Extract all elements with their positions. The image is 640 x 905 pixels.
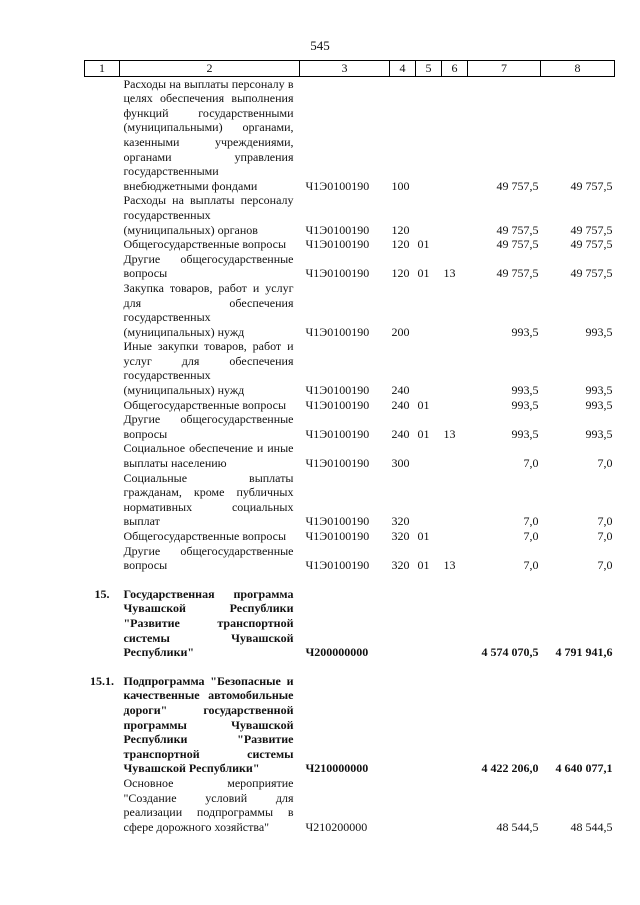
row-subsection: 13: [443, 266, 456, 281]
row-subsection: [442, 193, 468, 237]
row-name: Социальные выплаты гражданам, кроме публичных нормативных социальных выплат: [123, 470, 294, 529]
row-number: [85, 252, 120, 281]
table-row: [85, 587, 615, 660]
row-subsection: [442, 441, 468, 470]
row-amount-year-2: 7,0: [597, 558, 613, 573]
row-number: [85, 398, 120, 413]
budget-table: [84, 60, 615, 834]
row-amount-year-2: 993,5: [585, 426, 613, 441]
column-header-7: 7: [468, 61, 541, 77]
row-section: [416, 339, 442, 397]
table-row: [85, 674, 615, 776]
row-subsection: [442, 529, 468, 544]
row-subsection: [442, 398, 468, 413]
table-row: [85, 544, 615, 573]
row-target-code: Ч210000000: [305, 761, 369, 776]
column-header-2: 2: [120, 61, 300, 77]
spacer-cell: [85, 573, 615, 587]
row-name: Общегосударственные вопросы: [123, 529, 287, 543]
column-header-5: 5: [416, 61, 442, 77]
table-row: [85, 529, 615, 544]
spacer-row: [85, 573, 615, 587]
row-name: Государственная программа Чувашской Республики "Развитие транспортной системы Чувашской Республики": [123, 586, 294, 660]
row-target-code: Ч1Э0100190: [305, 426, 370, 441]
row-expense-type: [390, 776, 416, 834]
row-number: [85, 237, 120, 252]
row-subsection: 13: [443, 558, 456, 573]
row-amount-year-2: 49 757,5: [570, 266, 613, 281]
row-expense-type: [390, 674, 416, 776]
row-expense-type: 200: [391, 324, 410, 339]
row-section: 01: [417, 558, 430, 573]
row-amount-year-1: 48 544,5: [496, 819, 539, 834]
table-row: [85, 237, 615, 252]
row-name: Общегосударственные вопросы: [123, 397, 287, 412]
row-section: 01: [417, 397, 430, 412]
row-number: [85, 544, 120, 573]
row-expense-type: 320: [391, 529, 410, 543]
table-row: [85, 776, 615, 834]
row-number: [85, 339, 120, 397]
row-amount-year-1: 4 574 070,5: [481, 645, 539, 660]
row-amount-year-2: 49 757,5: [570, 237, 613, 252]
row-amount-year-2: 993,5: [585, 397, 613, 412]
row-amount-year-2: 993,5: [585, 383, 613, 398]
row-expense-type: 320: [391, 514, 410, 529]
table-row: [85, 398, 615, 413]
table-row: [85, 76, 615, 193]
row-amount-year-1: 7,0: [523, 514, 539, 529]
row-amount-year-1: 49 757,5: [496, 237, 539, 252]
row-number: [85, 441, 120, 470]
table-row: [85, 339, 615, 397]
row-section: 01: [417, 529, 430, 543]
row-target-code: Ч1Э0100190: [305, 456, 370, 471]
row-subsection: [442, 339, 468, 397]
row-number: [85, 529, 120, 544]
row-target-code: Ч1Э0100190: [305, 529, 370, 543]
row-amount-year-2: 48 544,5: [570, 819, 613, 834]
row-target-code: Ч1Э0100190: [305, 178, 370, 193]
row-amount-year-2: 4 791 941,6: [555, 645, 613, 660]
row-amount-year-2: 49 757,5: [570, 178, 613, 193]
column-header-4: 4: [390, 61, 416, 77]
row-subsection: [442, 281, 468, 339]
row-amount-year-1: 4 422 206,0: [481, 761, 539, 776]
row-name: Закупка товаров, работ и услуг для обеспечения государственных (муниципальных) нужд: [123, 280, 294, 339]
row-number: [85, 281, 120, 339]
row-section: 01: [417, 426, 430, 441]
row-section: [416, 193, 442, 237]
row-section: [416, 776, 442, 834]
row-amount-year-2: 4 640 077,1: [555, 761, 613, 776]
row-name: Иные закупки товаров, работ и услуг для обеспечения государственных (муниципальных) нужд: [123, 339, 294, 398]
row-amount-year-2: 7,0: [597, 529, 613, 543]
row-amount-year-1: 7,0: [523, 456, 539, 471]
row-section: [416, 674, 442, 776]
row-section: 01: [417, 266, 430, 281]
row-amount-year-1: 993,5: [511, 397, 539, 412]
row-amount-year-1: 49 757,5: [496, 178, 539, 193]
row-expense-type: [390, 587, 416, 660]
row-target-code: Ч1Э0100190: [305, 514, 370, 529]
row-subsection: [442, 237, 468, 252]
row-section: [416, 471, 442, 529]
column-header-1: 1: [85, 61, 120, 77]
row-number: [85, 471, 120, 529]
table-row: [85, 441, 615, 470]
row-target-code: Ч1Э0100190: [305, 222, 370, 237]
row-target-code: Ч1Э0100190: [305, 266, 370, 281]
table-row: [85, 471, 615, 529]
row-section: [416, 587, 442, 660]
row-section: 01: [417, 237, 430, 252]
row-number: 15.: [94, 586, 110, 601]
row-name: Другие общегосударственные вопросы: [123, 412, 294, 441]
row-name: Другие общегосударственные вопросы: [123, 251, 294, 281]
row-target-code: Ч1Э0100190: [305, 383, 370, 398]
row-amount-year-1: 993,5: [511, 324, 539, 339]
row-number: [85, 776, 120, 834]
row-amount-year-2: 7,0: [597, 514, 613, 529]
row-section: [416, 441, 442, 470]
row-expense-type: 120: [391, 222, 410, 237]
row-number: 15.1.: [90, 673, 114, 688]
table-row: [85, 193, 615, 237]
page-number: 545: [310, 38, 330, 53]
table-row: [85, 252, 615, 281]
table-header-row: [85, 61, 615, 77]
column-header-8: 8: [541, 61, 615, 77]
row-name: Подпрограмма "Безопасные и качественные автомобильные дороги" государственной программы Чувашской Республики "Развитие транспортной системы Чувашской Республики": [123, 673, 294, 776]
row-target-code: Ч200000000: [305, 645, 369, 660]
row-subsection: [442, 76, 468, 193]
row-number: [85, 412, 120, 441]
row-expense-type: 240: [391, 426, 410, 441]
row-name: Расходы на выплаты персоналу государственных (муниципальных) органов: [123, 193, 294, 237]
row-name: Общегосударственные вопросы: [123, 237, 287, 252]
row-subsection: [442, 471, 468, 529]
row-expense-type: 120: [391, 237, 410, 252]
row-expense-type: 320: [391, 558, 410, 573]
column-header-3: 3: [300, 61, 390, 77]
row-subsection: [442, 674, 468, 776]
row-target-code: Ч1Э0100190: [305, 324, 370, 339]
row-subsection: 13: [443, 426, 456, 441]
row-subsection: [442, 776, 468, 834]
row-amount-year-1: 49 757,5: [496, 222, 539, 237]
row-section: [416, 76, 442, 193]
row-section: [416, 281, 442, 339]
row-target-code: Ч1Э0100190: [305, 397, 370, 412]
table-body: [85, 76, 615, 834]
row-number: [85, 76, 120, 193]
row-amount-year-1: 49 757,5: [496, 266, 539, 281]
row-expense-type: 300: [391, 456, 410, 471]
row-amount-year-1: 7,0: [523, 558, 539, 573]
table-row: [85, 281, 615, 339]
row-name: Другие общегосударственные вопросы: [123, 543, 294, 573]
row-expense-type: 120: [391, 266, 410, 281]
row-target-code: Ч1Э0100190: [305, 558, 370, 573]
row-name: Социальное обеспечение и иные выплаты населению: [123, 441, 294, 471]
row-subsection: [442, 587, 468, 660]
row-number: [85, 193, 120, 237]
row-amount-year-2: 49 757,5: [570, 222, 613, 237]
row-amount-year-1: 993,5: [511, 426, 539, 441]
table-row: [85, 412, 615, 441]
row-amount-year-2: 7,0: [597, 456, 613, 471]
row-amount-year-2: 993,5: [585, 324, 613, 339]
row-name: Основное мероприятие "Создание условий для реализации подпрограммы в сфере дорожного хозяйства": [123, 775, 294, 834]
row-amount-year-1: 993,5: [511, 383, 539, 398]
spacer-row: [85, 660, 615, 674]
spacer-cell: [85, 660, 615, 674]
row-expense-type: 100: [391, 178, 410, 193]
row-amount-year-1: 7,0: [523, 529, 539, 543]
row-name: Расходы на выплаты персоналу в целях обеспечения выполнения функций государственными (муниципальными) органами, казенными учреждениями, органами управления государственными внебюджетными фондами: [123, 76, 294, 193]
row-expense-type: 240: [391, 383, 410, 398]
row-expense-type: 240: [391, 397, 410, 412]
row-target-code: Ч1Э0100190: [305, 237, 370, 252]
row-target-code: Ч210200000: [305, 819, 368, 834]
column-header-6: 6: [442, 61, 468, 77]
